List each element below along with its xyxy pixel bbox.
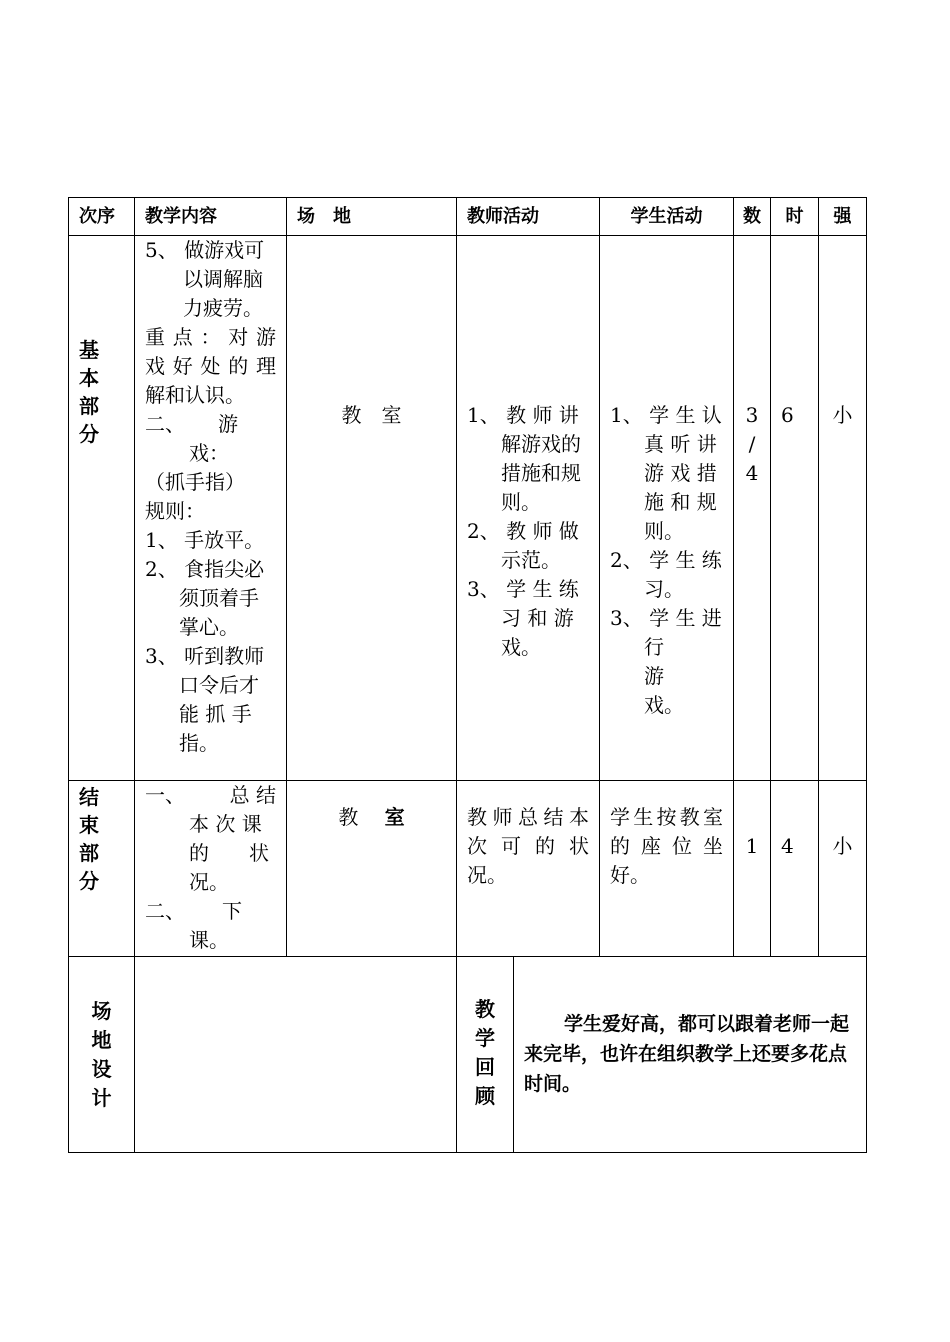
end-venue: 教 室 bbox=[287, 781, 457, 957]
end-time: 4 bbox=[771, 781, 819, 957]
teaching-review-label: 教 学 回 顾 bbox=[457, 957, 514, 1152]
header-teacher-activity: 教师活动 bbox=[457, 198, 600, 236]
header-order: 次序 bbox=[69, 198, 135, 236]
basic-section-label: 基 本 部 分 bbox=[69, 236, 135, 781]
lesson-plan-table bbox=[68, 197, 867, 957]
end-content: 一、 总 结 本 次 课 的 状 况。 二、 下 课。 bbox=[135, 781, 287, 957]
header-time: 时 bbox=[771, 198, 819, 236]
header-row bbox=[69, 198, 867, 236]
header-venue: 场 地 bbox=[287, 198, 457, 236]
header-intensity: 强 bbox=[819, 198, 867, 236]
end-section-row bbox=[69, 781, 867, 957]
header-student-activity: 学生活动 bbox=[600, 198, 734, 236]
header-content: 教学内容 bbox=[135, 198, 287, 236]
basic-student-activity: 1、 学 生 认 真 听 讲 游 戏 措 施 和 规 则。 2、 学 生 练 习。 3、 学 生 进 行 游 戏。 bbox=[600, 236, 734, 781]
lesson-plan-sheet bbox=[68, 197, 867, 1153]
basic-content: 5、 做游戏可 以调解脑 力疲劳。 重点：对游 戏好处的理 解和认识。 二、 游 戏： （抓手指） 规则： 1、 手放平。 2、 食指尖必 须顶着手 掌心。 3、 听到教师 口令后才 能 抓 手 指。 bbox=[135, 236, 287, 781]
basic-time: 6 bbox=[771, 236, 819, 781]
end-teacher-activity: 教师总结本 次 可 的 状 况。 bbox=[457, 781, 600, 957]
basic-section-row bbox=[69, 236, 867, 781]
basic-teacher-activity: 1、 教 师 讲 解游戏的 措施和规 则。 2、 教 师 做 示范。 3、 学 生 练 习 和 游 戏。 bbox=[457, 236, 600, 781]
end-count: 1 bbox=[734, 781, 771, 957]
end-student-activity: 学生按教室 的 座 位 坐 好。 bbox=[600, 781, 734, 957]
footer-table bbox=[68, 957, 867, 1153]
basic-count: 3 / 4 bbox=[734, 236, 771, 781]
venue-design-area bbox=[135, 957, 457, 1152]
venue-design-label: 场 地 设 计 bbox=[69, 957, 135, 1152]
footer-row bbox=[69, 957, 867, 1152]
header-count: 数 bbox=[734, 198, 771, 236]
basic-intensity: 小 bbox=[819, 236, 867, 781]
teaching-review-text: 学生爱好高，都可以跟着老师一起来完毕，也许在组织教学上还要多花点时间。 bbox=[514, 957, 867, 1152]
end-intensity: 小 bbox=[819, 781, 867, 957]
end-section-label: 结 束 部 分 bbox=[69, 781, 135, 957]
basic-venue: 教 室 bbox=[287, 236, 457, 781]
